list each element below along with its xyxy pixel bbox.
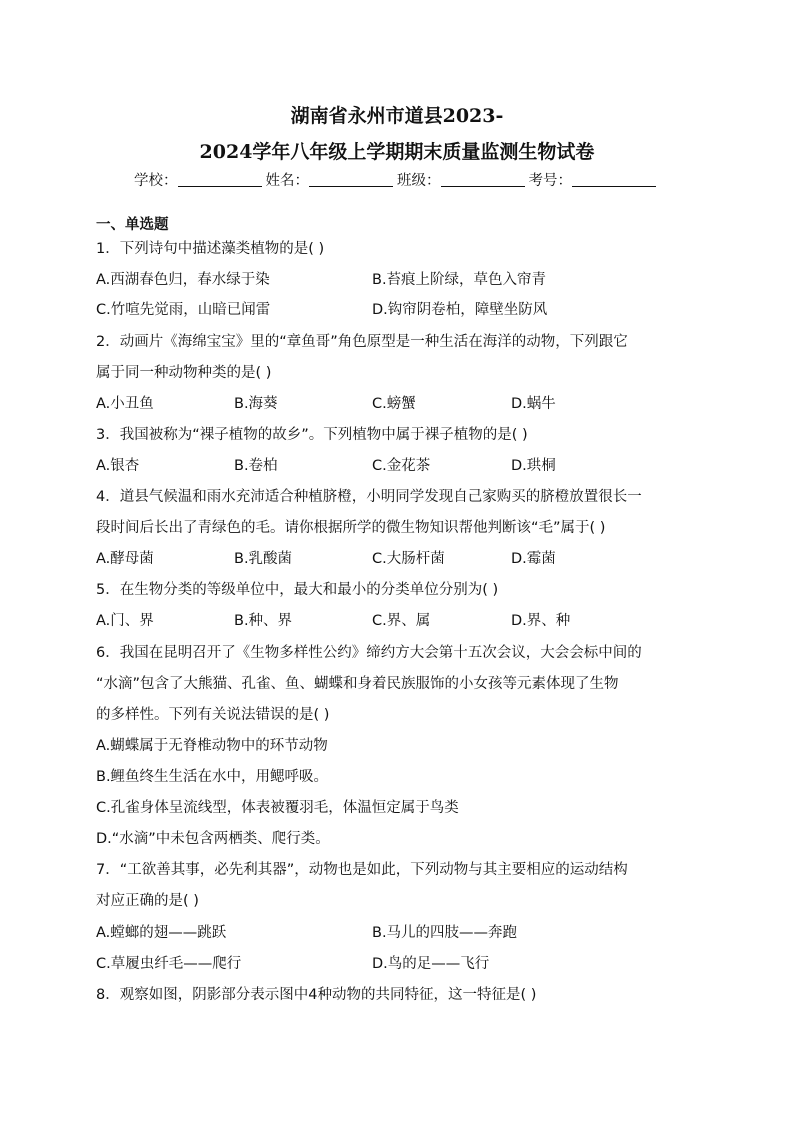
question-7-option-c[interactable]: C.草履虫纤毛——爬行 <box>96 956 242 972</box>
question-7-stem-line-2: 对应正确的是( ) <box>96 893 199 909</box>
question-1-option-d[interactable]: D.钩帘阴卷柏，障壁坐防风 <box>372 302 548 318</box>
question-3-option-a[interactable]: A.银杏 <box>96 458 140 474</box>
section-title: 一、单选题 <box>96 217 169 233</box>
question-5-stem: 5．在生物分类的等级单位中，最大和最小的分类单位分别为( ) <box>96 582 499 598</box>
question-4-stem-line-1: 4．道县气候温和雨水充沛适合种植脐橙，小明同学发现自己家购买的脐橙放置很长一 <box>96 489 642 505</box>
question-2-stem-line-2: 属于同一种动物种类的是( ) <box>96 365 272 381</box>
question-2-option-b[interactable]: B.海葵 <box>234 396 278 412</box>
question-5-option-d[interactable]: D.界、种 <box>511 613 571 629</box>
exam-number-label: 考号： <box>528 173 572 189</box>
question-1-stem: 1．下列诗句中描述藻类植物的是( ) <box>96 241 325 257</box>
question-6-stem-line-3: 的多样性。下列有关说法错误的是( ) <box>96 707 330 723</box>
question-1-option-b[interactable]: B.苔痕上阶绿，草色入帘青 <box>372 272 547 288</box>
question-2-stem-line-1: 2．动画片《海绵宝宝》里的“章鱼哥”角色原型是一种生活在海洋的动物，下列跟它 <box>96 334 628 350</box>
question-1-option-a[interactable]: A.西湖春色归，春水绿于染 <box>96 272 270 288</box>
question-7-stem-line-1: 7．“工欲善其事，必先利其器”，动物也是如此，下列动物与其主要相应的运动结构 <box>96 862 628 878</box>
question-2-option-c[interactable]: C.螃蟹 <box>372 396 416 412</box>
question-1-option-c[interactable]: C.竹喧先觉雨，山暗已闻雷 <box>96 302 271 318</box>
name-blank[interactable] <box>309 172 393 187</box>
question-3-option-d[interactable]: D.珙桐 <box>511 458 556 474</box>
question-5-option-b[interactable]: B.种、界 <box>234 613 293 629</box>
question-6-stem-line-2: “水滴”包含了大熊猫、孔雀、鱼、蝴蝶和身着民族服饰的小女孩等元素体现了生物 <box>96 676 619 692</box>
exam-title-line-2: 2024学年八年级上学期期末质量监测生物试卷 <box>199 141 595 163</box>
question-7-option-a[interactable]: A.螳螂的翅——跳跃 <box>96 925 227 941</box>
question-4-option-d[interactable]: D.霉菌 <box>511 551 556 567</box>
exam-title-line-1: 湖南省永州市道县2023- <box>290 105 504 127</box>
question-5-option-a[interactable]: A.门、界 <box>96 613 154 629</box>
question-6-option-c[interactable]: C.孔雀身体呈流线型，体表被覆羽毛，体温恒定属于鸟类 <box>96 800 459 816</box>
question-4-option-b[interactable]: B.乳酸菌 <box>234 551 293 567</box>
school-blank[interactable] <box>178 172 262 187</box>
class-blank[interactable] <box>441 172 525 187</box>
question-2-option-a[interactable]: A.小丑鱼 <box>96 396 154 412</box>
question-8-stem: 8．观察如图，阴影部分表示图中4种动物的共同特征，这一特征是( ) <box>96 987 537 1003</box>
class-label: 班级： <box>397 173 441 189</box>
school-label: 学校： <box>134 173 178 189</box>
question-3-stem: 3．我国被称为“裸子植物的故乡”。下列植物中属于裸子植物的是( ) <box>96 427 528 443</box>
question-3-option-c[interactable]: C.金花茶 <box>372 458 431 474</box>
question-4-option-a[interactable]: A.酵母菌 <box>96 551 154 567</box>
name-label: 姓名： <box>265 173 309 189</box>
question-7-option-d[interactable]: D.鸟的足——飞行 <box>372 956 490 972</box>
question-5-option-c[interactable]: C.界、属 <box>372 613 431 629</box>
student-info-row <box>0 171 794 191</box>
question-4-option-c[interactable]: C.大肠杆菌 <box>372 551 445 567</box>
question-3-option-b[interactable]: B.卷柏 <box>234 458 278 474</box>
question-6-stem-line-1: 6．我国在昆明召开了《生物多样性公约》缔约方大会第十五次会议，大会会标中间的 <box>96 645 642 661</box>
question-7-option-b[interactable]: B.马儿的四肢——奔跑 <box>372 925 518 941</box>
question-6-option-a[interactable]: A.蝴蝶属于无脊椎动物中的环节动物 <box>96 738 328 754</box>
question-4-stem-line-2: 段时间后长出了青绿色的毛。请你根据所学的微生物知识帮他判断该“毛”属于( ) <box>96 520 606 536</box>
question-6-option-d[interactable]: D.“水滴”中未包含两栖类、爬行类。 <box>96 831 330 847</box>
question-6-option-b[interactable]: B.鲤鱼终生生活在水中，用鳃呼吸。 <box>96 769 329 785</box>
exam-number-blank[interactable] <box>572 172 656 187</box>
question-2-option-d[interactable]: D.蜗牛 <box>511 396 556 412</box>
